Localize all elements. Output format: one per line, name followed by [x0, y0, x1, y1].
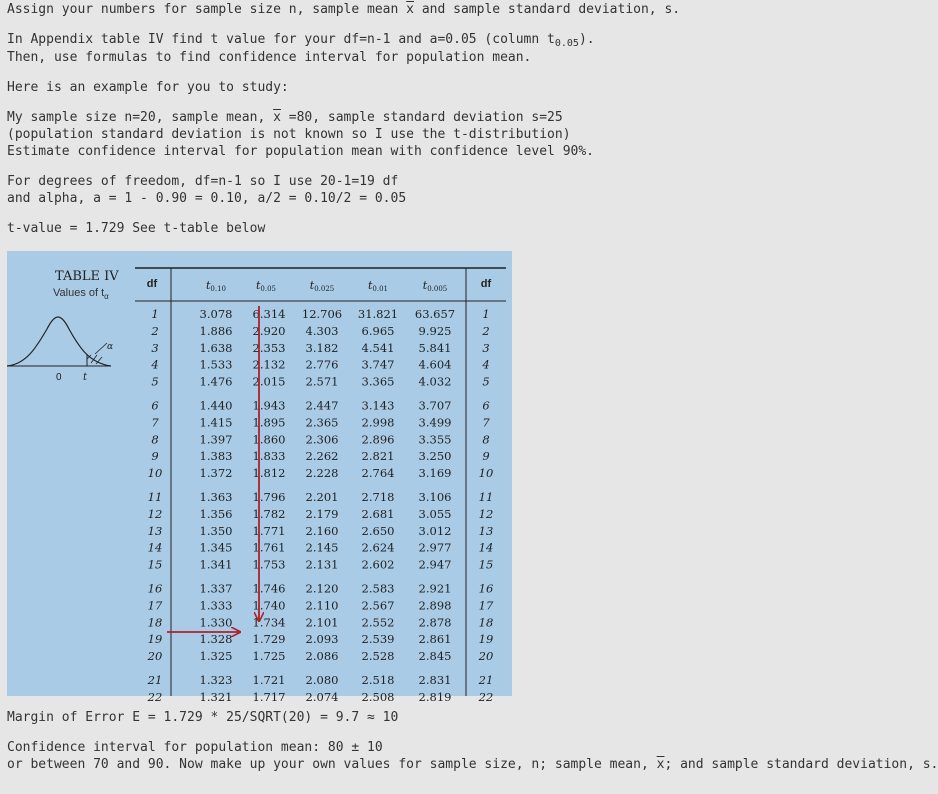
- table-cell: 1.476: [199, 374, 233, 389]
- table-cell: 1.725: [252, 649, 286, 664]
- table-cell: 1.372: [199, 466, 233, 481]
- table-cell: 2.518: [361, 673, 395, 687]
- table-subtitle: Values of $t_\alpha$: [53, 287, 109, 301]
- table-cell: 1.753: [252, 557, 286, 572]
- table-cell: 3.250: [418, 449, 452, 464]
- table-cell: 1.638: [199, 340, 233, 355]
- df-right-cell: 4: [482, 357, 490, 372]
- table-cell: 1.717: [252, 689, 286, 704]
- table-cell: 6.965: [361, 323, 395, 338]
- alpha-label: α: [107, 342, 114, 352]
- table-cell: 1.943: [252, 398, 286, 413]
- table-cell: 3.078: [199, 307, 233, 321]
- table-cell: 2.201: [305, 490, 339, 504]
- instruction-line-2: In Appendix table IV find t value for your df=n-1 and a=0.05 (column $t_{0.05}$).: [7, 32, 595, 49]
- table-cell: 31.821: [357, 307, 399, 321]
- table-cell: 2.896: [361, 432, 395, 447]
- table-cell: 1.323: [199, 673, 233, 687]
- table-cell: 1.895: [252, 415, 286, 430]
- instruction-line-3: Then, use formulas to find confidence interval for population mean.: [7, 50, 532, 65]
- table-cell: 2.179: [305, 506, 339, 521]
- df-right-cell: 16: [478, 581, 494, 596]
- column-header: t0.025: [309, 279, 335, 293]
- table-cell: 1.363: [199, 490, 233, 504]
- table-cell: 9.925: [418, 323, 452, 338]
- table-cell: 2.718: [361, 490, 395, 504]
- df-right-cell: 18: [478, 615, 494, 630]
- table-cell: 2.878: [418, 615, 452, 630]
- column-header: t0.05: [255, 279, 277, 293]
- table-cell: 2.567: [361, 598, 395, 613]
- df-right-cell: 13: [478, 523, 494, 538]
- df-right-cell: 2: [482, 323, 490, 338]
- table-cell: 2.093: [305, 632, 339, 647]
- table-cell: 1.356: [199, 506, 233, 521]
- table-cell: 1.533: [199, 357, 233, 372]
- df-right-cell: 7: [482, 415, 490, 430]
- df-left-cell: 15: [147, 557, 163, 572]
- table-cell: 1.729: [252, 632, 286, 647]
- x-bar-symbol: $\overline{x}$: [273, 110, 281, 125]
- table-cell: 6.314: [252, 307, 286, 321]
- df-right-cell: 19: [478, 632, 494, 647]
- table-cell: 4.303: [305, 323, 339, 338]
- table-cell: 1.812: [252, 466, 286, 481]
- df-left-cell: 2: [151, 323, 159, 338]
- df-left-cell: 5: [151, 374, 159, 389]
- table-cell: 1.740: [252, 598, 286, 613]
- df-left-cell: 3: [151, 340, 159, 355]
- table-title: TABLE IV: [55, 269, 119, 284]
- df-right-cell: 11: [478, 490, 494, 504]
- table-cell: 1.328: [199, 632, 233, 647]
- df-left-cell: 16: [147, 581, 163, 596]
- column-header: t0.005: [422, 279, 448, 293]
- df-left-cell: 9: [151, 449, 159, 464]
- table-cell: 2.101: [305, 615, 339, 630]
- table-cell: 1.721: [252, 673, 286, 687]
- closing-line: or between 70 and 90. Now make up your own values for sample size, n; sample mean, $\overline{x}$; and sample standard deviation, s.: [7, 757, 938, 772]
- df-left-cell: 14: [147, 540, 163, 555]
- table-cell: 1.860: [252, 432, 286, 447]
- column-header: t0.01: [367, 279, 389, 293]
- df-right-cell: 9: [482, 449, 490, 464]
- df-left-cell: 20: [147, 649, 163, 664]
- df-right-cell: 22: [478, 689, 494, 704]
- table-cell: 2.921: [418, 581, 452, 596]
- curve-zero-label: 0: [56, 372, 62, 383]
- table-cell: 2.681: [361, 506, 395, 521]
- table-cell: 2.602: [361, 557, 395, 572]
- df-left-cell: 4: [151, 357, 159, 372]
- df-right-cell: 5: [482, 374, 490, 389]
- df-left-cell: 18: [147, 615, 163, 630]
- df-header-left: df: [146, 278, 158, 290]
- table-cell: 1.345: [199, 540, 233, 555]
- table-cell: 2.353: [252, 340, 286, 355]
- table-cell: 1.746: [252, 581, 286, 596]
- df-header-right: df: [480, 278, 492, 290]
- table-cell: 2.365: [305, 415, 339, 430]
- df-left-cell: 8: [151, 432, 159, 447]
- table-cell: 2.080: [305, 673, 339, 687]
- table-cell: 1.796: [252, 490, 286, 504]
- column-header: t0.10: [205, 279, 227, 293]
- t-distribution-curve: [7, 317, 114, 366]
- df-left-cell: 19: [147, 632, 163, 647]
- table-cell: 3.106: [418, 490, 452, 504]
- table-cell: 2.160: [305, 523, 339, 538]
- table-cell: 3.169: [418, 466, 452, 481]
- t-table-svg: [7, 251, 512, 704]
- table-cell: 3.747: [361, 357, 395, 372]
- table-cell: 2.228: [305, 466, 339, 481]
- table-cell: 2.262: [305, 449, 339, 464]
- x-bar-symbol: $\overline{x}$: [656, 757, 665, 772]
- table-cell: 2.552: [361, 615, 395, 630]
- table-cell: 5.841: [418, 340, 452, 355]
- table-cell: 2.131: [305, 557, 339, 572]
- table-cell: 2.132: [252, 357, 286, 372]
- table-cell: 2.571: [305, 374, 339, 389]
- table-cell: 2.998: [361, 415, 395, 430]
- table-cell: 1.337: [199, 581, 233, 596]
- table-cell: 2.821: [361, 449, 395, 464]
- table-cell: 3.499: [418, 415, 452, 430]
- table-cell: 1.440: [199, 398, 233, 413]
- df-left-cell: 21: [147, 673, 163, 687]
- table-cell: 3.012: [418, 523, 452, 538]
- table-cell: 1.350: [199, 523, 233, 538]
- df-left-cell: 7: [151, 415, 159, 430]
- table-cell: 2.650: [361, 523, 395, 538]
- df-left-cell: 17: [147, 598, 163, 613]
- table-cell: 2.145: [305, 540, 339, 555]
- table-cell: 1.415: [199, 415, 233, 430]
- table-cell: 1.321: [199, 689, 233, 704]
- df-right-cell: 1: [482, 307, 490, 321]
- table-cell: 1.341: [199, 557, 233, 572]
- table-cell: 2.583: [361, 581, 395, 596]
- table-cell: 2.528: [361, 649, 395, 664]
- df-right-cell: 17: [478, 598, 494, 613]
- table-cell: 3.365: [361, 374, 395, 389]
- df-right-cell: 12: [478, 506, 494, 521]
- alpha-pointer: [95, 343, 107, 354]
- df-right-cell: 20: [478, 649, 494, 664]
- instruction-line-4: Here is an example for you to study:: [7, 80, 289, 95]
- example-line-3: Estimate confidence interval for population mean with confidence level 90%.: [7, 144, 594, 159]
- df-left-cell: 10: [147, 466, 163, 481]
- df-right-cell: 15: [478, 557, 494, 572]
- curve-t-label: t: [83, 372, 88, 383]
- table-cell: 2.074: [305, 689, 339, 704]
- table-cell: 2.831: [418, 673, 452, 687]
- example-line-1: My sample size n=20, sample mean, $\overline{x} =80$, sample standard deviation s=25: [7, 110, 563, 125]
- table-cell: 1.333: [199, 598, 233, 613]
- df-right-cell: 21: [478, 673, 494, 687]
- df-right-cell: 6: [482, 398, 490, 413]
- table-cell: 1.833: [252, 449, 286, 464]
- table-cell: 2.776: [305, 357, 339, 372]
- table-cell: 4.541: [361, 340, 395, 355]
- df-right-cell: 10: [478, 466, 494, 481]
- table-cell: 4.032: [418, 374, 452, 389]
- table-cell: 12.706: [301, 307, 343, 321]
- table-cell: 2.977: [418, 540, 452, 555]
- df-left-cell: 13: [147, 523, 163, 538]
- df-right-cell: 8: [482, 432, 490, 447]
- df-left-cell: 12: [147, 506, 163, 521]
- table-cell: 63.657: [414, 307, 456, 321]
- table-cell: 1.782: [252, 506, 286, 521]
- table-cell: 1.771: [252, 523, 286, 538]
- df-right-cell: 3: [482, 340, 490, 355]
- df-left-cell: 22: [147, 689, 163, 704]
- table-cell: 1.383: [199, 449, 233, 464]
- example-line-2: (population standard deviation is not known so I use the t-distribution): [7, 127, 571, 142]
- table-cell: 1.325: [199, 649, 233, 664]
- table-cell: 2.447: [305, 398, 339, 413]
- table-cell: 2.086: [305, 649, 339, 664]
- table-cell: 1.397: [199, 432, 233, 447]
- table-cell: 1.330: [199, 615, 233, 630]
- table-cell: 2.845: [418, 649, 452, 664]
- table-cell: 1.886: [199, 323, 233, 338]
- confidence-interval-line: Confidence interval for population mean: 80 ± 10: [7, 740, 383, 755]
- table-cell: 1.761: [252, 540, 286, 555]
- table-cell: 2.920: [252, 323, 286, 338]
- df-left-cell: 6: [151, 398, 159, 413]
- table-cell: 2.306: [305, 432, 339, 447]
- table-cell: 2.624: [361, 540, 395, 555]
- table-cell: 2.539: [361, 632, 395, 647]
- table-cell: 2.861: [418, 632, 452, 647]
- table-cell: 2.898: [418, 598, 452, 613]
- table-cell: 2.764: [361, 466, 395, 481]
- table-cell: 2.819: [418, 689, 452, 704]
- x-bar-symbol: $\overline{x}$: [406, 2, 414, 17]
- table-cell: 3.355: [418, 432, 452, 447]
- table-cell: 3.182: [305, 340, 339, 355]
- instruction-line-1: Assign your numbers for sample size n, sample mean $\overline{x}$ and sample standard deviation, s.: [7, 2, 681, 17]
- table-cell: 3.707: [418, 398, 452, 413]
- table-cell: 2.120: [305, 581, 339, 596]
- table-cell: 2.508: [361, 689, 395, 704]
- alpha-line: and alpha, a = 1 - 0.90 = 0.10, a/2 = 0.10/2 = 0.05: [7, 191, 407, 206]
- margin-of-error-line: Margin of Error E = 1.729 * 25/SQRT(20) = 9.7 ≈ 10: [7, 710, 399, 725]
- table-cell: 2.110: [305, 598, 339, 613]
- table-cell: 2.947: [418, 557, 452, 572]
- t-table-image: [7, 251, 512, 704]
- df-left-cell: 11: [147, 490, 163, 504]
- df-left-cell: 1: [151, 307, 159, 321]
- df-right-cell: 14: [478, 540, 494, 555]
- table-cell: 3.143: [361, 398, 395, 413]
- t-value-line: t-value = 1.729 See t-table below: [7, 221, 266, 236]
- table-cell: 2.015: [252, 374, 286, 389]
- df-line: For degrees of freedom, df=n-1 so I use 20-1=19 df: [7, 174, 399, 189]
- table-cell: 4.604: [418, 357, 452, 372]
- table-cell: 3.055: [418, 506, 452, 521]
- table-cell: 1.734: [252, 615, 286, 630]
